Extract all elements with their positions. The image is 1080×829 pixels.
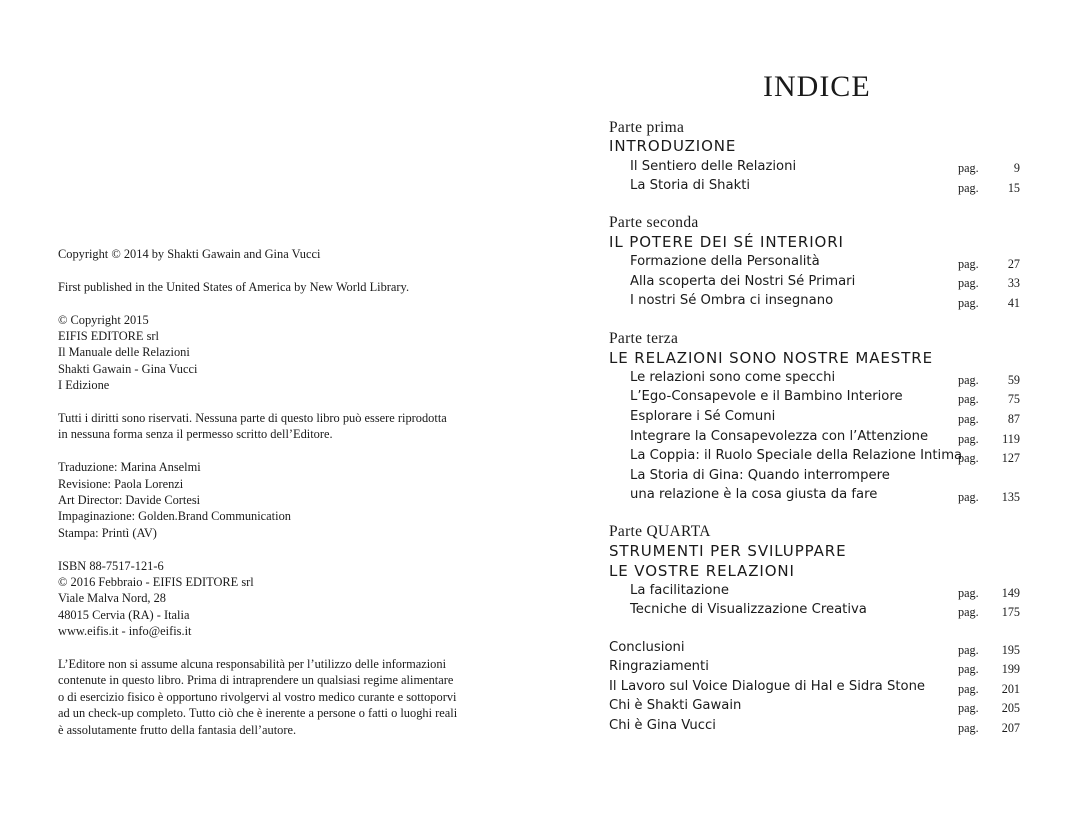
publisher-line: www.eifis.it - info@eifis.it [58, 624, 192, 639]
pag-label: pag. [958, 662, 979, 676]
page-number: 119 [1002, 432, 1020, 446]
part-label: Parte prima [609, 119, 685, 136]
toc-entry-title: Tecniche di Visualizzazione Creativa [630, 602, 867, 617]
credits-block [58, 459, 478, 541]
edition-line: EIFIS EDITORE srl [58, 329, 159, 343]
disclaimer-line: L’Editore non si assume alcuna responsabilità per l’utilizzo delle informazioni [58, 657, 447, 672]
publisher-line: ISBN 88-7517-121-6 [58, 558, 164, 573]
toc-entry-title: La Storia di Shakti [630, 178, 751, 193]
pag-label: pag. [958, 181, 979, 195]
toc-entry-title: Il Sentiero delle Relazioni [630, 159, 797, 174]
toc-entry-title: Chi è Gina Vucci [609, 718, 716, 733]
page-number: 175 [1001, 605, 1020, 619]
pag-label: pag. [958, 412, 979, 426]
pag-label: pag. [958, 643, 979, 657]
edition-line: © Copyright 2015 [58, 312, 149, 327]
part-title: IL POTERE DEI SÉ INTERIORI [609, 233, 844, 251]
index-title: INDICE [763, 70, 871, 103]
disclaimer-line: o di esercizio fisico è opportuno rivolgervi al vostro medico curante e sottoporvi [58, 689, 457, 704]
toc-entry-title: Le relazioni sono come specchi [630, 370, 836, 385]
pag-label: pag. [958, 161, 979, 175]
toc-entry-title: La Coppia: il Ruolo Speciale della Relazione Intima [630, 448, 963, 463]
first-published-block [58, 279, 478, 295]
pag-label: pag. [958, 373, 979, 387]
rights-line: Tutti i diritti sono riservati. Nessuna parte di questo libro può essere riprodotta [58, 411, 447, 426]
toc-entry-title: Conclusioni [609, 640, 685, 655]
pag-label: pag. [958, 257, 979, 271]
credits-line: Revisione: Paola Lorenzi [58, 476, 184, 491]
publisher-block [58, 558, 478, 640]
part-title: STRUMENTI PER SVILUPPARE [609, 542, 847, 560]
toc-entry-title: Ringraziamenti [609, 659, 709, 674]
toc-entry-title: La Storia di Gina: Quando interrompere [630, 468, 890, 483]
page-number: 9 [1013, 161, 1020, 175]
copyright-page [58, 246, 478, 754]
pag-label: pag. [958, 296, 979, 310]
rights-block [58, 410, 478, 443]
publisher-line: 48015 Cervia (RA) - Italia [58, 607, 190, 622]
pag-label: pag. [958, 276, 979, 290]
page-number: 33 [1007, 276, 1020, 290]
page-number: 201 [1001, 682, 1020, 696]
toc-entry-title: Integrare la Consapevolezza con l’Attenzione [630, 429, 929, 444]
page-number: 149 [1001, 586, 1020, 600]
publisher-line: © 2016 Febbraio - EIFIS EDITORE srl [58, 575, 254, 590]
toc-entry-title: Chi è Shakti Gawain [609, 698, 742, 713]
page-number: 15 [1007, 181, 1020, 195]
page-number: 205 [1001, 701, 1020, 715]
page-number: 195 [1001, 643, 1020, 657]
credits-line: Impaginazione: Golden.Brand Communication [58, 509, 291, 524]
publisher-line: Viale Malva Nord, 28 [58, 591, 166, 606]
pag-label: pag. [958, 701, 979, 715]
disclaimer-line: è assolutamente frutto della fantasia dell’autore. [58, 722, 297, 737]
pag-label: pag. [958, 682, 979, 696]
toc-entry-title: Il Lavoro sul Voice Dialogue di Hal e Sidra Stone [609, 679, 926, 694]
pag-label: pag. [958, 451, 979, 465]
page-number: 27 [1007, 257, 1020, 271]
edition-line: I Edizione [58, 378, 110, 393]
page-number: 127 [1001, 451, 1020, 465]
page-number: 87 [1007, 412, 1020, 426]
disclaimer-block [58, 656, 478, 738]
toc-entry-title: L’Ego-Consapevole e il Bambino Interiore [630, 389, 903, 404]
edition-block [58, 312, 478, 394]
part-label: Parte seconda [609, 214, 699, 231]
disclaimer-line: ad un check-up completo. Tutto ciò che è inerente a persone o fatti o luoghi reali [58, 706, 458, 721]
page-number: 207 [1001, 721, 1020, 735]
first-published-line: First published in the United States of America by New World Library. [58, 279, 410, 294]
toc-entry-title: La facilitazione [630, 583, 729, 598]
page-number: 135 [1001, 490, 1020, 504]
toc-entry-title: Esplorare i Sé Comuni [630, 409, 776, 424]
page-number: 41 [1007, 296, 1020, 310]
pag-label: pag. [958, 721, 979, 735]
credits-line: Stampa: Printì (AV) [58, 525, 157, 540]
toc-entry-title: I nostri Sé Ombra ci insegnano [630, 293, 834, 308]
pag-label: pag. [958, 586, 979, 600]
page-number: 199 [1001, 662, 1020, 676]
copyright-line: Copyright © 2014 by Shakti Gawain and Gina Vucci [58, 247, 321, 261]
credits-line: Art Director: Davide Cortesi [58, 493, 201, 508]
edition-line: Shakti Gawain - Gina Vucci [58, 361, 198, 376]
part-title: INTRODUZIONE [609, 137, 737, 155]
credits-line: Traduzione: Marina Anselmi [58, 460, 201, 475]
toc-entry-title: una relazione è la cosa giusta da fare [630, 487, 878, 502]
pag-label: pag. [958, 490, 979, 504]
edition-line: Il Manuale delle Relazioni [58, 345, 190, 360]
part-title: LE RELAZIONI SONO NOSTRE MAESTRE [609, 349, 933, 367]
toc-entry-title: Formazione della Personalità [630, 254, 820, 269]
page-number: 75 [1007, 392, 1020, 406]
part-title: LE VOSTRE RELAZIONI [609, 562, 795, 580]
part-label: Parte QUARTA [609, 523, 711, 540]
rights-line: in nessuna forma senza il permesso scritto dell’Editore. [58, 427, 333, 442]
pag-label: pag. [958, 605, 979, 619]
part-label: Parte terza [609, 330, 679, 347]
page-number: 59 [1007, 373, 1020, 387]
copyright-block [58, 246, 478, 262]
pag-label: pag. [958, 392, 979, 406]
disclaimer-line: contenute in questo libro. Prima di intraprendere un qualsiasi regime alimentare [58, 673, 454, 688]
pag-label: pag. [958, 432, 979, 446]
toc-entry-title: Alla scoperta dei Nostri Sé Primari [630, 274, 856, 289]
